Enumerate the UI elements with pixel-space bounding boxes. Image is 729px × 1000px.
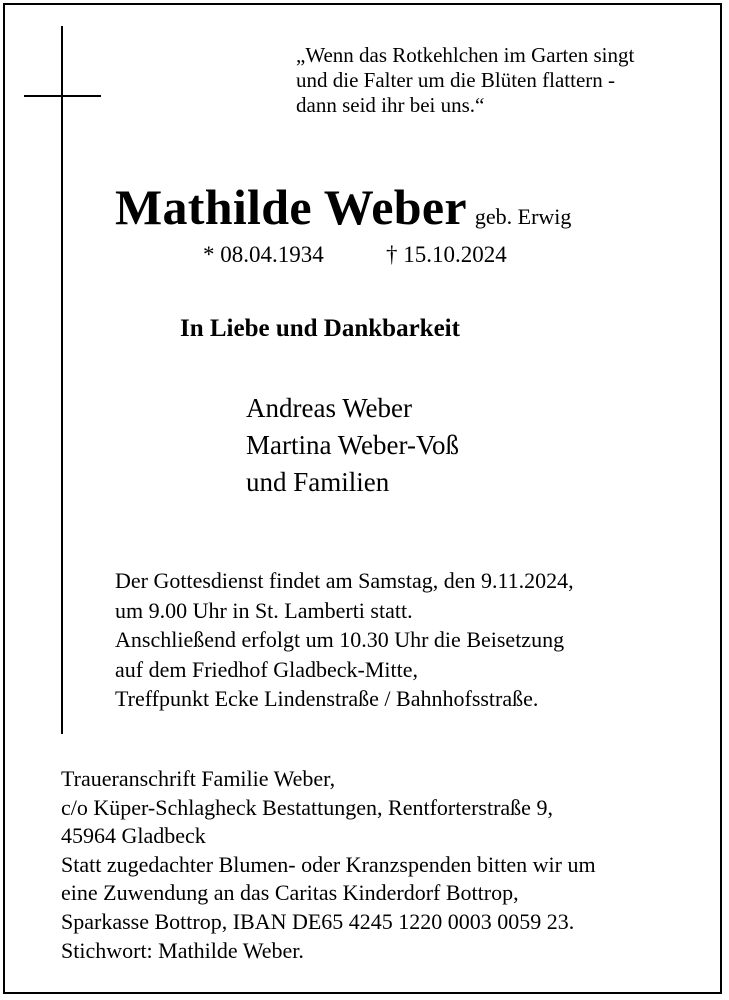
family-names (246, 390, 459, 501)
family-line: Martina Weber-Voß (246, 430, 459, 460)
memorial-quote (296, 43, 634, 118)
deceased-name: Mathilde Weber (115, 179, 467, 235)
service-line: Der Gottesdienst findet am Samstag, den 9.11.2024, (115, 568, 574, 593)
quote-line: und die Falter um die Blüten flattern - (296, 68, 615, 92)
mourning-address (61, 765, 596, 965)
cross-vertical-bar (61, 26, 63, 734)
cross-horizontal-bar (24, 95, 101, 97)
dedication-heading: In Liebe und Dankbarkeit (180, 315, 460, 342)
address-line: eine Zuwendung an das Caritas Kinderdorf Bottrop, (61, 880, 519, 906)
address-line: Sparkasse Bottrop, IBAN DE65 4245 1220 0003 0059 23. (61, 908, 575, 934)
deceased-name-line (115, 178, 571, 236)
service-line: Treffpunkt Ecke Lindenstraße / Bahnhofsstraße. (115, 686, 539, 711)
service-details (115, 566, 574, 714)
service-line: um 9.00 Uhr in St. Lamberti statt. (115, 597, 413, 623)
service-line: auf dem Friedhof Gladbeck-Mitte, (115, 656, 419, 682)
service-line: Anschließend erfolgt um 10.30 Uhr die Beisetzung (115, 627, 565, 652)
address-line: Statt zugedachter Blumen- oder Kranzspenden bitten wir um (61, 851, 596, 877)
address-line: Traueranschrift Familie Weber, (61, 766, 336, 791)
address-line: 45964 Gladbeck (61, 823, 206, 849)
family-line: Andreas Weber (246, 393, 413, 423)
quote-line: dann seid ihr bei uns.“ (296, 93, 485, 117)
address-line: Stichwort: Mathilde Weber. (61, 937, 304, 963)
birth-date: * 08.04.1934 (203, 242, 324, 267)
quote-line: „Wenn das Rotkehlchen im Garten singt (296, 43, 635, 67)
family-line: und Familien (246, 467, 390, 497)
born-name: geb. Erwig (474, 204, 572, 229)
address-line: c/o Küper-Schlagheck Bestattungen, Rentforterstraße 9, (61, 794, 553, 820)
death-date: † 15.10.2024 (386, 242, 507, 267)
